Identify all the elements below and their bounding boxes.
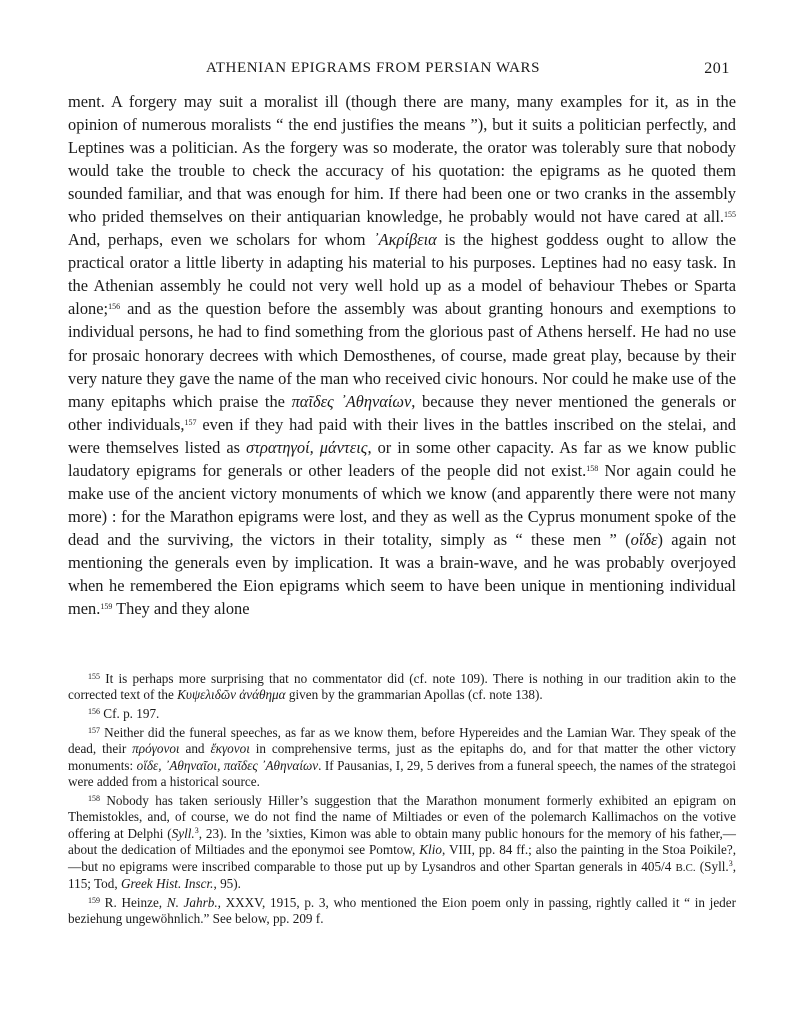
body-text-segment: and as the question before the assembly was about granting honours and exemptions to individual persons, he had to find something from the glorious past of Athens herself. He had no use for prosaic honorary decrees with which Demosthenes, of course, made great play, because by their very nature they gave the name of the man who received civic honours. Nor could he make use of the many epitaphs which praise the	[68, 299, 736, 411]
greek-term: Κυψελιδῶν ἀνάθημα	[177, 687, 286, 703]
footnote-text: , 115; Tod,	[68, 858, 737, 891]
footnote-text: , VIII, pp. 84 ff.; also the painting in the Stoa Poikile?,—but no epigrams were inscribed comparable to those put up by Lysandros and other Spartan generals in 405/4	[68, 842, 736, 874]
footnote-text: Neither did the funeral speeches, as far as we know them, before Hypereides and the Lamian War. They speak of the dead, their	[68, 724, 736, 757]
greek-term-paides: παῖδες ᾽Aθηναίων	[291, 391, 412, 411]
footnote-text: , XXXV, 1915, p. 3, who mentioned the Eion poem only in passing, rightly called it “ in jeder beziehung ungewöhnlich.” See below, pp. 209 f.	[68, 894, 737, 927]
citation-title: N. Jahrb.	[166, 894, 218, 910]
body-text-segment: ) again not mentioning the generals even by implication. It was a brain-wave, and he was probably overjoyed when he remembered the Eion epigrams which seem to have been unique in mentioning individual men.	[68, 529, 737, 619]
page-number: 201	[704, 60, 730, 77]
body-text-segment: They and they alone	[112, 599, 250, 619]
footnote-text: , 23). In the ’sixties, Kimon was able to obtain many public honours for the memory of his father,—about the dedication of Miltiades and the eponymoi see Pomtow,	[68, 825, 736, 858]
footnote-text: (Syll.	[695, 858, 729, 874]
footnotes	[68, 669, 736, 928]
citation-title: Greek Hist. Inscr.	[120, 876, 214, 891]
body-paragraph	[68, 90, 736, 620]
body-text-segment: even if they had paid with their lives in the battles inscribed on the stelai, and were themselves listed as	[68, 414, 736, 457]
footnote-157	[68, 723, 736, 791]
running-title: ATHENIAN EPIGRAMS FROM PERSIAN WARS	[206, 60, 541, 76]
footnote-158	[68, 791, 736, 893]
footnote-ref-158[interactable]: 158	[586, 463, 599, 473]
running-head	[68, 60, 736, 80]
footnote-number: 158	[88, 793, 100, 803]
footnote-text: given by the grammarian Apollas (cf. note 138).	[285, 687, 543, 703]
footnote-ref-156[interactable]: 156	[108, 302, 121, 312]
footnote-155	[68, 669, 736, 704]
footnote-text: Cf. p. 197.	[100, 706, 160, 722]
greek-term: οἵδε, ᾽Aθηναῖοι, παῖδες ᾽Aθηναίων	[136, 757, 319, 773]
footnote-number: 157	[88, 725, 100, 735]
footnote-156	[68, 704, 736, 722]
footnote-ref-157[interactable]: 157	[184, 417, 197, 427]
greek-term: ἔκγονοι	[210, 741, 250, 757]
greek-term-oide: οἵδε	[630, 529, 658, 549]
footnote-number: 156	[88, 707, 100, 717]
body-text-segment: And, perhaps, even we scholars for whom	[68, 230, 374, 250]
body-text-segment: ment. A forgery may suit a moralist ill (though there are many, many examples for it, as in the opinion of numerous moralists “ the end justifies the means ”), but it suits a politician perfectly, and Leptines was a politician. As the forgery was so moderate, the orator was tolerably sure that nobody would take the trouble to check the accuracy of his quotation: the epigrams as he quoted them sounded familiar, and that was enough for him. If there had been one or two cranks in the assembly who prided themselves on their antiquarian knowledge, he probably would not have cared at all.	[68, 92, 736, 227]
footnote-text: R. Heinze,	[100, 894, 167, 910]
footnote-ref-159[interactable]: 159	[100, 602, 113, 612]
footnote-text: Nobody has taken seriously Hiller’s suggestion that the Marathon monument formerly exhibited an epigram on Themistokles, and, of course, we do not find the name of Miltiades or even of the polemarch Kallimachos on the votive offering at Delphi (	[68, 792, 736, 841]
footnote-text: It is perhaps more surprising that no commentator did (cf. note 109). There is nothing in our tradition akin to the corrected text of the	[68, 671, 736, 703]
footnote-number: 159	[88, 895, 100, 905]
footnote-text: and	[179, 741, 211, 757]
footnote-text: , 95).	[213, 876, 241, 891]
greek-term: πρόγονοι	[132, 741, 180, 757]
footnote-text: in comprehensive terms, just as the epitaphs do, and for that matter the other victory monuments:	[68, 741, 737, 773]
footnote-ref-155[interactable]: 155	[724, 210, 736, 220]
edition-superscript: 3	[728, 858, 733, 868]
era-abbreviation: B.C.	[675, 861, 696, 874]
body-text-segment: , because they never mentioned the generals or other individuals,	[68, 391, 736, 434]
citation-title: Syll.	[171, 825, 195, 841]
footnote-159	[68, 893, 736, 928]
footnote-number: 155	[88, 672, 100, 681]
body-text-segment: , or in some other capacity. As far as we know public laudatory epigrams for generals or other leaders of the people did not exist.	[68, 437, 736, 480]
greek-term-akribeia: ᾽Aκρίβεια	[373, 230, 437, 250]
greek-term-strategoi: στρατηγοί, μάντεις	[246, 437, 368, 457]
citation-title: Klio	[419, 842, 442, 858]
footnote-text: . If Pausanias, I, 29, 5 derives from a funeral speech, the names of the strategoi were added from a historical source.	[68, 757, 736, 790]
edition-superscript: 3	[194, 825, 199, 835]
body-text-segment: is the highest goddess ought to allow the practical orator a little liberty in adapting his material to his purposes. Leptines had no easy task. In the Athenian assembly he could not very well hold up as a model of behaviour Thebes or Sparta alone;	[68, 230, 737, 319]
body-text-segment: Nor again could he make use of the ancient victory monuments of which we know (and apparently there were not many more) : for the Marathon epigrams were lost, and they as well as the Cyprus monument spoke of the dead and the surviving, the victors in their totality, simply as “ these men ” (	[68, 460, 736, 549]
